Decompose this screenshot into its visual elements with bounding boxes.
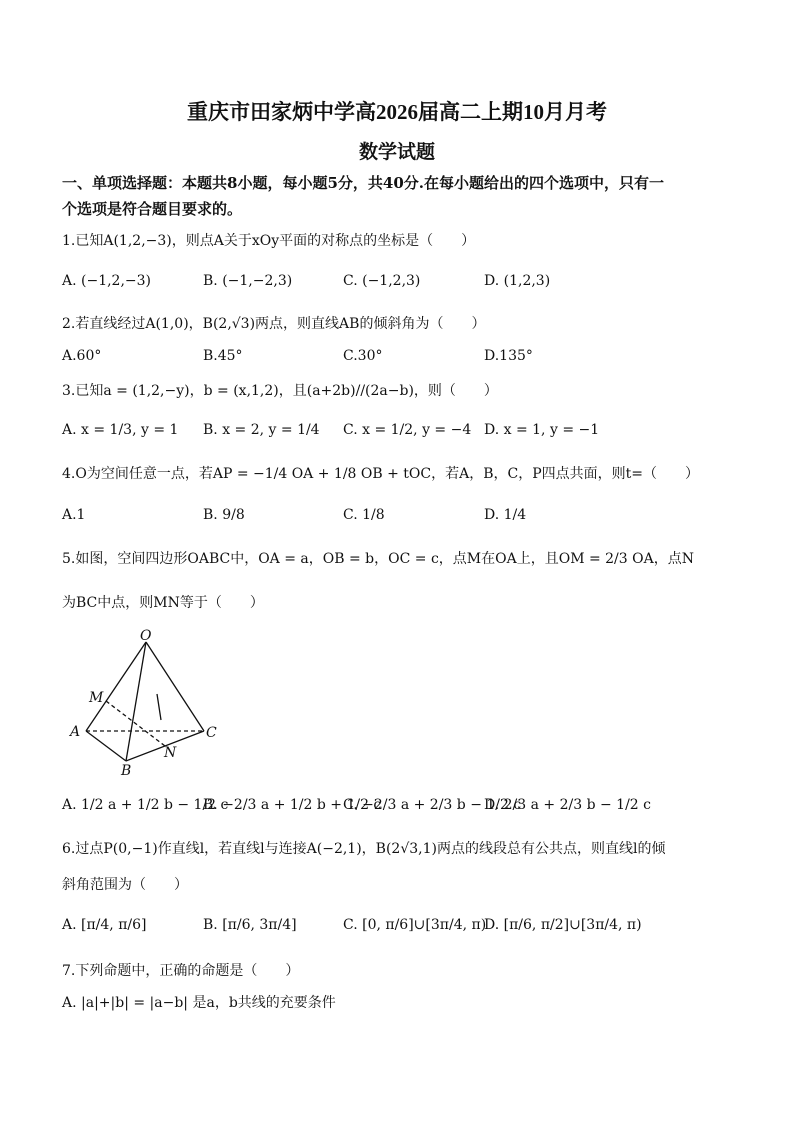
question-1-option-b: B. (−1,−2,3): [203, 273, 293, 289]
edge-oc: [146, 642, 204, 731]
question-5-option-b: B. −2/3 a + 1/2 b + 1/2 c: [203, 797, 382, 813]
label-o: O: [140, 628, 152, 644]
question-2-option-a: A.60°: [62, 348, 102, 364]
label-m: M: [89, 690, 104, 706]
question-1-option-a: A. (−1,2,−3): [62, 273, 152, 289]
edge-ab: [86, 731, 126, 761]
question-2-option-b: B.45°: [203, 348, 243, 364]
question-1-option-d: D. (1,2,3): [484, 273, 551, 289]
question-6-option-d: D. [π/6, π/2]∪[3π/4, π): [484, 917, 642, 933]
label-n: N: [164, 745, 177, 761]
subject-title: 数学试题: [358, 141, 435, 163]
question-7-option-a: A. |a|+|b| = |a−b| 是a，b共线的充要条件: [62, 995, 336, 1011]
question-4-stem: 4.O为空间任意一点，若AP = −1/4 OA + 1/8 OB + tOC，若A，B，C，P四点共面，则t=（ ）: [62, 466, 700, 482]
question-7-stem: 7.下列命题中，正确的命题是（ ）: [62, 963, 300, 979]
label-c: C: [206, 725, 217, 741]
question-6-option-a: A. [π/4, π/6]: [62, 917, 147, 933]
question-4-option-a: A.1: [62, 507, 86, 523]
question-5-stem-continued: 为BC中点，则MN等于（ ）: [62, 595, 264, 611]
question-3-option-c: C. x = 1/2, y = −4: [343, 422, 472, 438]
section-heading-line1: 一、单项选择题：本题共8小题，每小题5分，共40分.在每小题给出的四个选项中，只有一: [62, 174, 664, 192]
question-3-option-a: A. x = 1/3, y = 1: [62, 422, 179, 438]
question-3-option-d: D. x = 1, y = −1: [484, 422, 600, 438]
question-3-stem: 3.已知a = (1,2,−y)，b = (x,1,2)，且(a+2b)//(2a−b)，则（ ）: [62, 383, 498, 399]
question-5-option-c: C. −2/3 a + 2/3 b − 1/2 c: [343, 797, 522, 813]
label-a: A: [70, 724, 81, 740]
section-heading-line2: 个选项是符合题目要求的。: [62, 200, 243, 218]
tetrahedron-figure: [62, 628, 222, 776]
question-6-stem: 6.过点P(0,−1)作直线l，若直线l与连接A(−2,1)，B(2√3,1)两点的线段总有公共点，则直线l的倾: [62, 841, 666, 857]
edge-ob: [126, 642, 146, 761]
question-5-stem: 5.如图，空间四边形OABC中，OA = a，OB = b，OC = c，点M在OA上，且OM = 2/3 OA，点N: [62, 551, 694, 567]
question-5-option-d: D. 2/3 a + 2/3 b − 1/2 c: [484, 797, 651, 813]
question-2-option-c: C.30°: [343, 348, 383, 364]
question-2-option-d: D.135°: [484, 348, 533, 364]
inner-mark-line: [157, 694, 161, 720]
question-6-option-c: C. [0, π/6]∪[3π/4, π): [343, 917, 487, 933]
question-6-option-b: B. [π/6, 3π/4]: [203, 917, 297, 933]
question-4-option-c: C. 1/8: [343, 507, 385, 523]
question-6-stem-continued: 斜角范围为（ ）: [62, 877, 188, 893]
label-b: B: [121, 763, 132, 776]
question-4-option-d: D. 1/4: [484, 507, 527, 523]
question-4-option-b: B. 9/8: [203, 507, 245, 523]
edge-oa: [86, 642, 146, 731]
exam-title: 重庆市田家炳中学高2026届高二上期10月月考: [187, 100, 607, 124]
question-1-option-c: C. (−1,2,3): [343, 273, 421, 289]
question-3-option-b: B. x = 2, y = 1/4: [203, 422, 320, 438]
question-1-stem: 1.已知A(1,2,−3)，则点A关于xOy平面的对称点的坐标是（ ）: [62, 233, 476, 249]
question-5-option-a: A. 1/2 a + 1/2 b − 1/2 c: [62, 797, 229, 813]
question-2-stem: 2.若直线经过A(1,0)，B(2,√3)两点，则直线AB的倾斜角为（ ）: [62, 316, 486, 332]
